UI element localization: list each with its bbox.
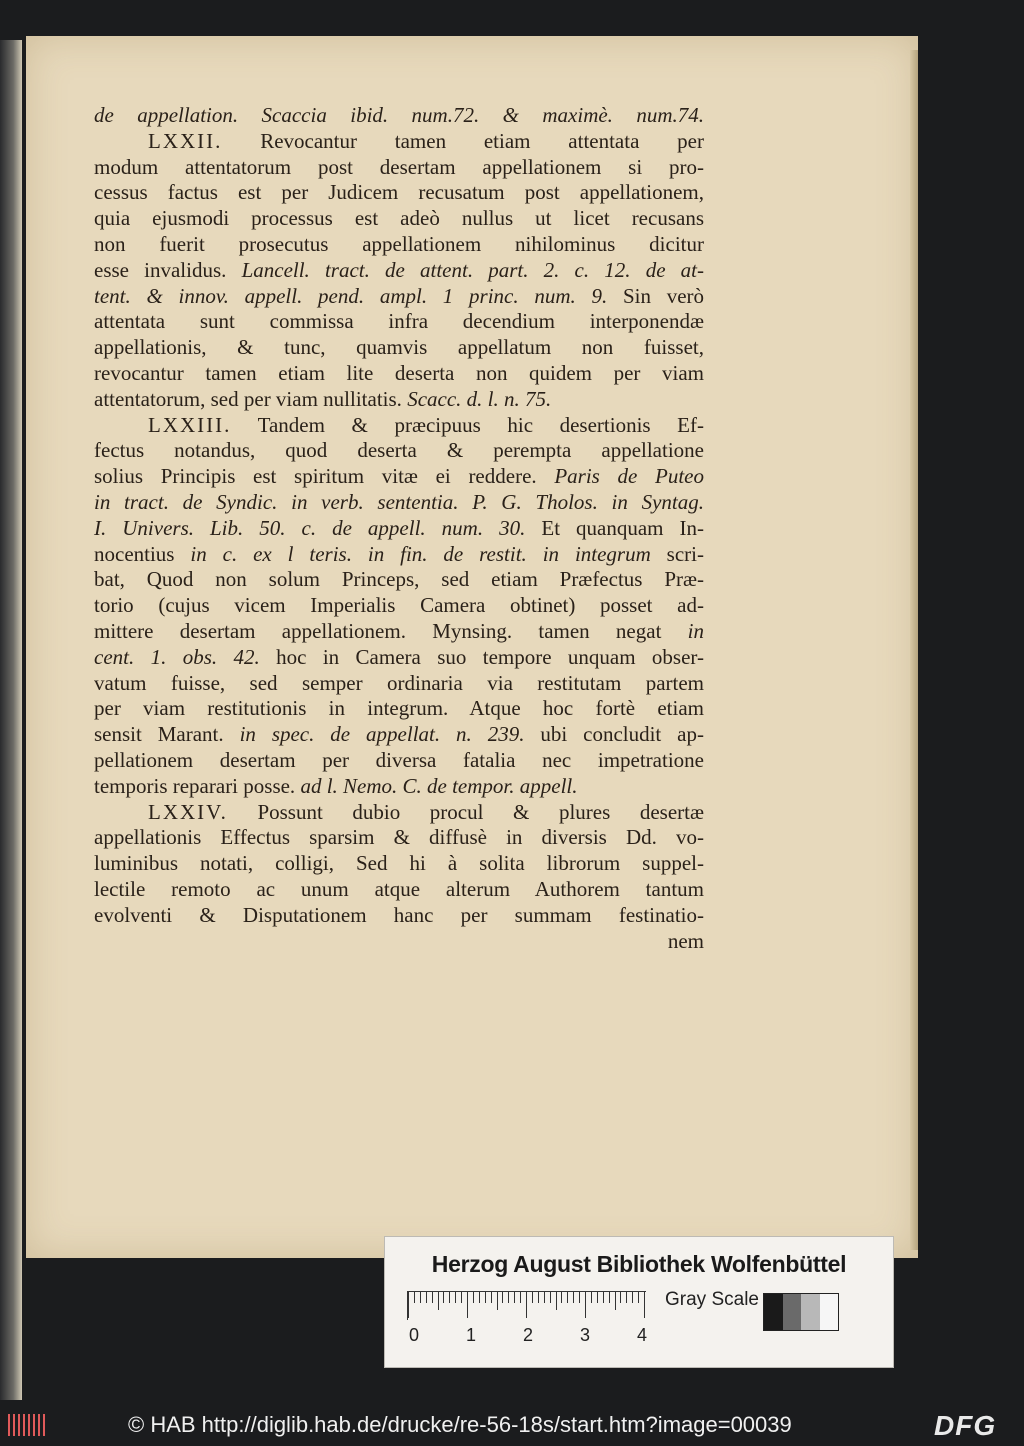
text-segment: Possunt dubio procul & plures desertæ	[227, 799, 704, 824]
text-line	[94, 129, 704, 155]
ruler-tick	[508, 1292, 509, 1303]
ruler-tick	[485, 1292, 486, 1303]
text-line	[94, 103, 704, 129]
text-line	[94, 464, 704, 490]
ruler-tick	[426, 1292, 427, 1303]
text-line	[94, 438, 704, 464]
text-line	[94, 258, 704, 284]
text-segment: Sin verò	[607, 283, 705, 308]
text-segment: Lancell. tract. de attent. part. 2. c. 12. de at-	[241, 257, 705, 282]
gray-swatch	[783, 1294, 802, 1330]
text-segment: Paris de Puteo	[554, 464, 705, 489]
text-segment: ubi concludit ap-	[524, 722, 704, 747]
ruler-tick	[497, 1292, 498, 1310]
ruler-tick	[455, 1292, 456, 1303]
text-line	[94, 284, 704, 310]
ruler-tick	[461, 1292, 462, 1303]
gray-scale-swatches	[763, 1293, 839, 1331]
text-line	[94, 593, 704, 619]
text-line	[94, 490, 704, 516]
page-edge	[910, 50, 918, 1250]
text-segment: de appellation. Scaccia ibid. num.72. & maximè. num.74.	[94, 103, 704, 127]
barcode-icon	[8, 1414, 48, 1436]
ruler-tick	[597, 1292, 598, 1303]
text-segment: Et quanquam In-	[525, 515, 705, 540]
text-line	[94, 309, 704, 335]
text-segment: Tandem & præcipuus hic desertionis Ef-	[231, 412, 704, 437]
text-segment: attentatorum, sed per viam nullitatis.	[94, 386, 408, 411]
ruler-tick	[620, 1292, 621, 1303]
ruler-tick	[491, 1292, 492, 1303]
ruler-tick	[579, 1292, 580, 1303]
text-segment: hoc in Camera suo tempore unquam obser-	[259, 644, 704, 669]
ruler-tick	[556, 1292, 557, 1310]
text-line	[94, 155, 704, 181]
ruler-tick	[638, 1292, 639, 1303]
text-segment: vatum fuisse, sed semper ordinaria via restitutam partem	[94, 670, 704, 695]
ruler-tick	[644, 1292, 645, 1318]
text-segment: Revocantur tamen etiam attentata per	[222, 128, 704, 153]
ruler-number: 0	[409, 1325, 420, 1345]
gray-scale-label: Gray Scale	[665, 1289, 759, 1310]
text-line	[94, 929, 704, 955]
text-segment: in	[687, 618, 704, 643]
ruler-tick	[414, 1292, 415, 1303]
ruler-tick	[532, 1292, 533, 1303]
ruler-tick	[609, 1292, 610, 1303]
section-number: LXXII.	[148, 128, 223, 153]
text-line	[94, 516, 704, 542]
text-segment: appellationis, & tunc, quamvis appellatum non fuisset,	[94, 335, 704, 360]
text-segment: sensit Marant.	[94, 722, 240, 747]
text-segment: fectus notandus, quod deserta & perempta appellatione	[94, 438, 704, 463]
ruler-tick	[420, 1292, 421, 1303]
gray-swatch	[801, 1294, 820, 1330]
gray-swatch	[820, 1294, 839, 1330]
text-line	[94, 387, 704, 413]
book-edge	[0, 40, 22, 1400]
text-segment: mittere desertam appellationem. Mynsing. tamen negat	[94, 618, 688, 643]
ruler-tick	[615, 1292, 616, 1310]
text-line	[94, 696, 704, 722]
text-segment: in tract. de Syndic. in verb. sententia. P. G. Tholos. in Syntag.	[94, 489, 704, 514]
ruler-tick	[432, 1292, 433, 1303]
text-line	[94, 825, 704, 851]
text-line	[94, 206, 704, 232]
ruler-tick	[443, 1292, 444, 1303]
text-line	[94, 619, 704, 645]
ruler-tick	[603, 1292, 604, 1303]
text-segment: scri-	[650, 541, 704, 566]
footer-bar	[0, 1406, 1024, 1446]
ruler-tick	[585, 1292, 586, 1318]
text-segment: nem	[667, 928, 704, 953]
text-segment: torio (cujus vicem Imperialis Camera obtinet) posset ad-	[94, 593, 704, 618]
section-number: LXXIII.	[148, 412, 232, 437]
text-segment: ad l. Nemo. C. de tempor. appell.	[300, 773, 578, 798]
ruler	[407, 1291, 646, 1320]
ruler-number: 1	[466, 1325, 477, 1345]
text-line	[94, 335, 704, 361]
ruler-tick	[438, 1292, 439, 1310]
gray-swatch	[764, 1294, 783, 1330]
ruler-number: 4	[637, 1325, 648, 1345]
text-segment: per viam restitutionis in integrum. Atque hoc fortè etiam	[94, 696, 704, 721]
text-segment: lectile remoto ac unum atque alterum Authorem tantum	[94, 876, 704, 901]
ruler-tick	[520, 1292, 521, 1303]
text-segment: cessus factus est per Judicem recusatum post appellationem,	[94, 180, 704, 205]
library-name: Herzog August Bibliothek Wolfenbüttel	[431, 1251, 847, 1277]
ruler-tick	[561, 1292, 562, 1303]
ruler-tick	[626, 1292, 627, 1303]
text-segment: I. Univers. Lib. 50. c. de appell. num. 30.	[94, 515, 526, 540]
text-segment: nocentius	[94, 541, 191, 566]
text-segment: bat, Quod non solum Princeps, sed etiam Præfectus Præ-	[94, 567, 704, 592]
text-segment: non fuerit prosecutus appellationem nihilominus dicitur	[94, 231, 704, 256]
ruler-tick	[526, 1292, 527, 1318]
text-line	[94, 903, 704, 929]
ruler-tick	[514, 1292, 515, 1303]
ruler-tick	[591, 1292, 592, 1303]
footer-url[interactable]: © HAB http://diglib.hab.de/drucke/re-56-18s/start.htm?image=00039	[128, 1412, 792, 1437]
ruler-number: 3	[580, 1325, 591, 1345]
text-line	[94, 542, 704, 568]
ruler-tick	[544, 1292, 545, 1303]
ruler-tick	[467, 1292, 468, 1318]
ruler-tick	[573, 1292, 574, 1303]
text-line	[94, 800, 704, 826]
text-segment: evolventi & Disputationem hanc per summam festinatio-	[94, 902, 704, 927]
text-line	[94, 361, 704, 387]
text-line	[94, 722, 704, 748]
text-segment: esse invalidus.	[94, 257, 242, 282]
text-segment: Scacc. d. l. n. 75.	[407, 386, 552, 411]
text-segment: in spec. de appellat. n. 239.	[239, 722, 525, 747]
ruler-tick	[473, 1292, 474, 1303]
text-line	[94, 774, 704, 800]
ruler-tick	[632, 1292, 633, 1303]
text-segment: solius Principis est spiritum vitæ ei reddere.	[94, 464, 555, 489]
text-line	[94, 567, 704, 593]
text-segment: in c. ex l teris. in fin. de restit. in integrum	[190, 541, 651, 566]
text-segment: modum attentatorum post desertam appellationem si pro-	[94, 154, 704, 179]
text-segment: temporis reparari posse.	[94, 773, 301, 798]
text-segment: attentata sunt commissa infra decendium interponendæ	[94, 309, 704, 334]
text-line	[94, 877, 704, 903]
text-line	[94, 180, 704, 206]
ruler-tick	[550, 1292, 551, 1303]
ruler-tick	[538, 1292, 539, 1303]
text-line	[94, 645, 704, 671]
text-line	[94, 748, 704, 774]
dfg-logo: DFG	[934, 1410, 997, 1441]
document-text	[94, 103, 704, 954]
text-segment: luminibus notati, colligi, Sed hi à solita librorum suppel-	[94, 851, 704, 876]
ruler-tick	[479, 1292, 480, 1303]
text-segment: cent. 1. obs. 42.	[94, 644, 260, 669]
text-line	[94, 232, 704, 258]
text-segment: revocantur tamen etiam lite deserta non quidem per viam	[94, 360, 704, 385]
text-segment: pellationem desertam per diversa fatalia nec impetratione	[94, 747, 704, 772]
section-number: LXXIV.	[148, 799, 228, 824]
ruler-tick	[567, 1292, 568, 1303]
ruler-tick	[408, 1292, 409, 1318]
text-segment: quia ejusmodi processus est adeò nullus ut licet recusans	[94, 206, 704, 231]
ruler-tick	[449, 1292, 450, 1303]
ruler-number: 2	[523, 1325, 534, 1345]
text-segment: appellationis Effectus sparsim & diffusè in diversis Dd. vo-	[94, 825, 704, 850]
text-line	[94, 851, 704, 877]
ruler-tick	[502, 1292, 503, 1303]
text-line	[94, 413, 704, 439]
text-segment: tent. & innov. appell. pend. ampl. 1 princ. num. 9.	[94, 283, 608, 308]
text-line	[94, 671, 704, 697]
scale-card	[384, 1236, 894, 1368]
